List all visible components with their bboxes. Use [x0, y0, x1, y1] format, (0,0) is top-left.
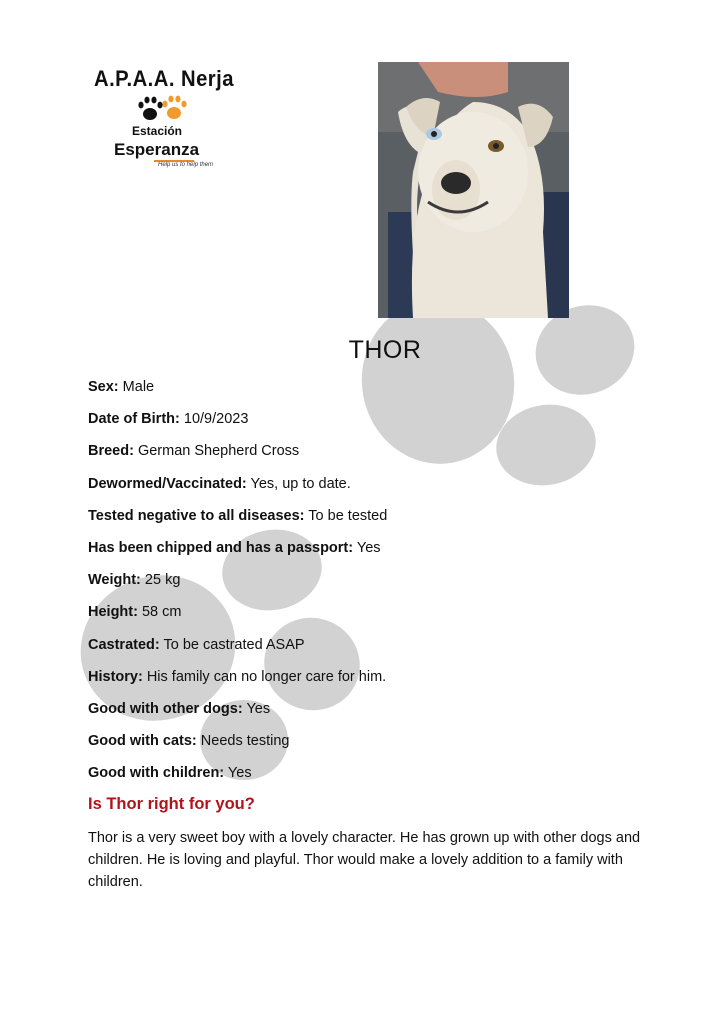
- fact-label: Weight:: [88, 572, 141, 589]
- fact-label: Dewormed/Vaccinated:: [88, 475, 247, 492]
- fact-value: His family can no longer care for him.: [146, 668, 387, 685]
- fact-value: Yes: [356, 539, 381, 556]
- fact-weight: [88, 570, 387, 602]
- fact-good-with-cats: [88, 731, 387, 763]
- pet-name-title: THOR: [348, 336, 422, 364]
- fact-value: 58 cm: [141, 604, 182, 621]
- fact-chip-passport: [88, 538, 387, 570]
- fact-label: Good with other dogs:: [88, 700, 243, 717]
- fact-disease-testing: [88, 506, 387, 538]
- fact-height: [88, 602, 387, 634]
- fact-value: Male: [122, 379, 155, 395]
- fact-label: Height:: [88, 604, 138, 621]
- fact-value: 25 kg: [144, 572, 181, 589]
- fact-label: Good with cats:: [88, 733, 197, 750]
- dog-photo: [378, 62, 569, 318]
- fact-value: To be tested: [308, 507, 388, 524]
- fact-value: 10/9/2023: [183, 411, 249, 428]
- fact-label: Date of Birth:: [88, 411, 180, 428]
- pet-facts-list: [88, 377, 387, 795]
- logo-subtitle-large: Esperanza: [114, 140, 200, 159]
- fact-value: Needs testing: [200, 733, 290, 750]
- fact-label: Castrated:: [88, 636, 160, 653]
- fact-good-with-children: [88, 763, 387, 795]
- fact-value: To be castrated ASAP: [163, 636, 305, 653]
- fact-label: Has been chipped and has a passport:: [88, 539, 354, 556]
- fact-good-with-dogs: [88, 699, 387, 731]
- paw-prints-icon: [136, 94, 188, 124]
- organization-logo: [88, 62, 238, 180]
- logo-subtitle: Estación: [132, 124, 183, 138]
- fact-dewormed-vaccinated: [88, 474, 387, 506]
- description-paragraph: Thor is a very sweet boy with a lovely character. He has grown up with other dogs and children. He is loving and playful. Thor would make a lovely addition to a family with children.: [88, 830, 641, 890]
- fact-value: Yes, up to date.: [250, 475, 351, 492]
- fact-castrated: [88, 635, 387, 667]
- logo-title: A.P.A.A. Nerja: [94, 66, 234, 91]
- fact-date-of-birth: [88, 409, 387, 441]
- fact-label: Breed:: [88, 443, 134, 460]
- fact-label: Tested negative to all diseases:: [88, 507, 305, 524]
- fact-sex: [88, 377, 387, 409]
- logo-tagline: Help us to help them: [158, 162, 214, 168]
- fact-value: Yes: [246, 700, 271, 717]
- fact-label: History:: [88, 668, 143, 685]
- fact-value: Yes: [227, 765, 252, 782]
- fact-value: German Shepherd Cross: [137, 443, 300, 460]
- fact-history: [88, 667, 387, 699]
- fact-breed: [88, 441, 387, 473]
- fact-label: Good with children:: [88, 765, 225, 782]
- fact-label: Sex:: [88, 379, 119, 395]
- section-heading: Is Thor right for you?: [88, 795, 255, 813]
